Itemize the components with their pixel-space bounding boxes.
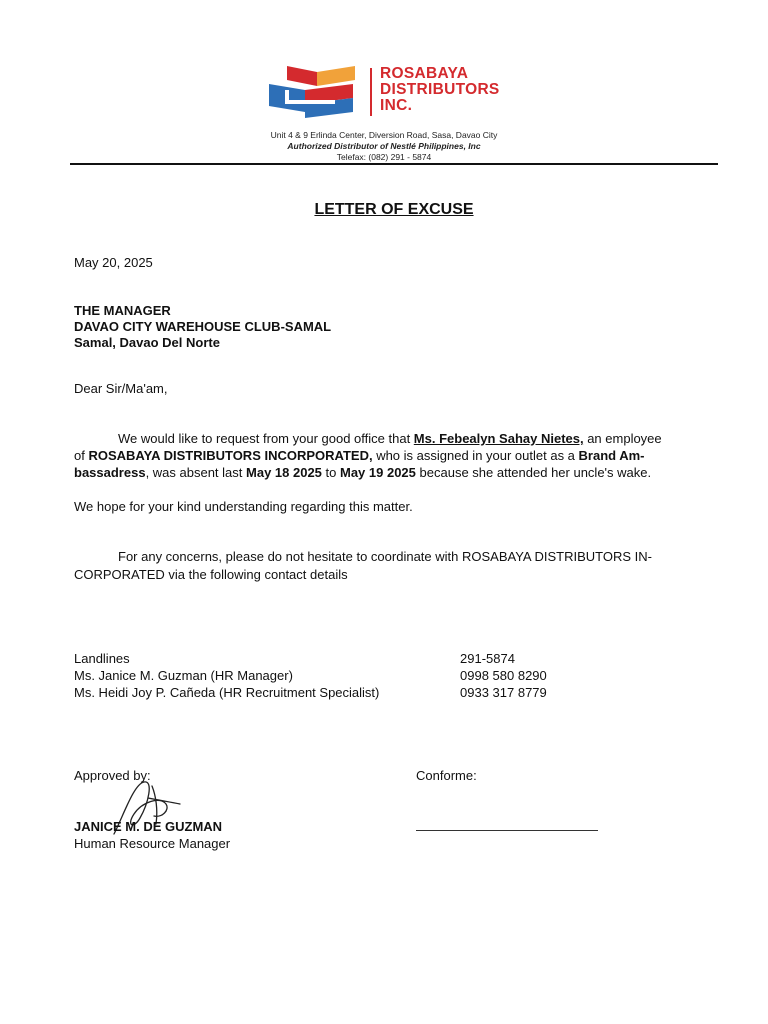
paragraph-1-line-1 <box>118 430 662 447</box>
paragraph-3-line-2: CORPORATED via the following contact details <box>74 567 348 582</box>
conforme-signature-line <box>416 830 598 831</box>
p1-text-d: who is assigned in your outlet as a <box>372 448 579 463</box>
paragraph-3-line-1: For any concerns, please do not hesitate to coordinate with ROSABAYA DISTRIBUTORS IN- <box>118 549 652 564</box>
p1-text-c: of <box>74 448 89 463</box>
p1-text-e: , was absent last <box>145 465 247 480</box>
employee-name: Ms. Febealyn Sahay Nietes, <box>413 431 584 446</box>
company-logo-icon <box>265 64 365 120</box>
contact-label: Ms. Janice M. Guzman (HR Manager) <box>74 668 293 683</box>
contact-label: Landlines <box>74 651 130 666</box>
company-full-name: ROSABAYA DISTRIBUTORS INCORPORATED, <box>88 448 373 463</box>
paragraph-1-line-3 <box>74 464 651 481</box>
paragraph-2: We hope for your kind understanding regarding this matter. <box>74 499 413 514</box>
company-address: Unit 4 & 9 Erlinda Center, Diversion Road, Sasa, Davao City <box>270 130 498 140</box>
company-line-1: ROSABAYA <box>380 65 469 82</box>
contact-number: 291-5874 <box>460 651 515 666</box>
paragraph-1-line-2 <box>74 447 645 464</box>
letter-date: May 20, 2025 <box>74 255 153 270</box>
recipient-line-1: THE MANAGER <box>74 303 171 318</box>
contact-label: Ms. Heidi Joy P. Cañeda (HR Recruitment Specialist) <box>74 685 380 700</box>
recipient-line-3: Samal, Davao Del Norte <box>74 335 220 350</box>
absence-end-date: May 19 2025 <box>340 465 416 480</box>
p1-text-f: to <box>321 465 340 480</box>
approved-by-label: Approved by: <box>74 768 151 783</box>
p1-text-b: an employee <box>583 431 662 446</box>
contact-number: 0998 580 8290 <box>460 668 547 683</box>
header-divider <box>370 68 372 116</box>
approver-name: JANICE M. DE GUZMAN <box>74 819 223 834</box>
authorized-distributor: Authorized Distributor of Nestlé Philippines, Inc <box>287 141 481 151</box>
contact-number: 0933 317 8779 <box>460 685 547 700</box>
p1-text-a: We would like to request from your good office that <box>118 431 414 446</box>
conforme-label: Conforme: <box>416 768 477 783</box>
recipient-line-2: DAVAO CITY WAREHOUSE CLUB-SAMAL <box>74 319 332 334</box>
employee-role-part-2: bassadress <box>74 465 146 480</box>
company-line-3: INC. <box>380 97 413 114</box>
absence-start-date: May 18 2025 <box>246 465 322 480</box>
employee-role-part-1: Brand Am- <box>578 448 645 463</box>
salutation: Dear Sir/Ma'am, <box>74 381 168 396</box>
p1-text-g: because she attended her uncle's wake. <box>415 465 652 480</box>
company-line-2: DISTRIBUTORS <box>380 81 500 98</box>
header-rule <box>70 163 718 165</box>
letter-title: LETTER OF EXCUSE <box>314 201 474 218</box>
telefax: Telefax: (082) 291 - 5874 <box>336 152 432 162</box>
approver-title: Human Resource Manager <box>74 836 231 851</box>
company-name <box>380 66 500 114</box>
